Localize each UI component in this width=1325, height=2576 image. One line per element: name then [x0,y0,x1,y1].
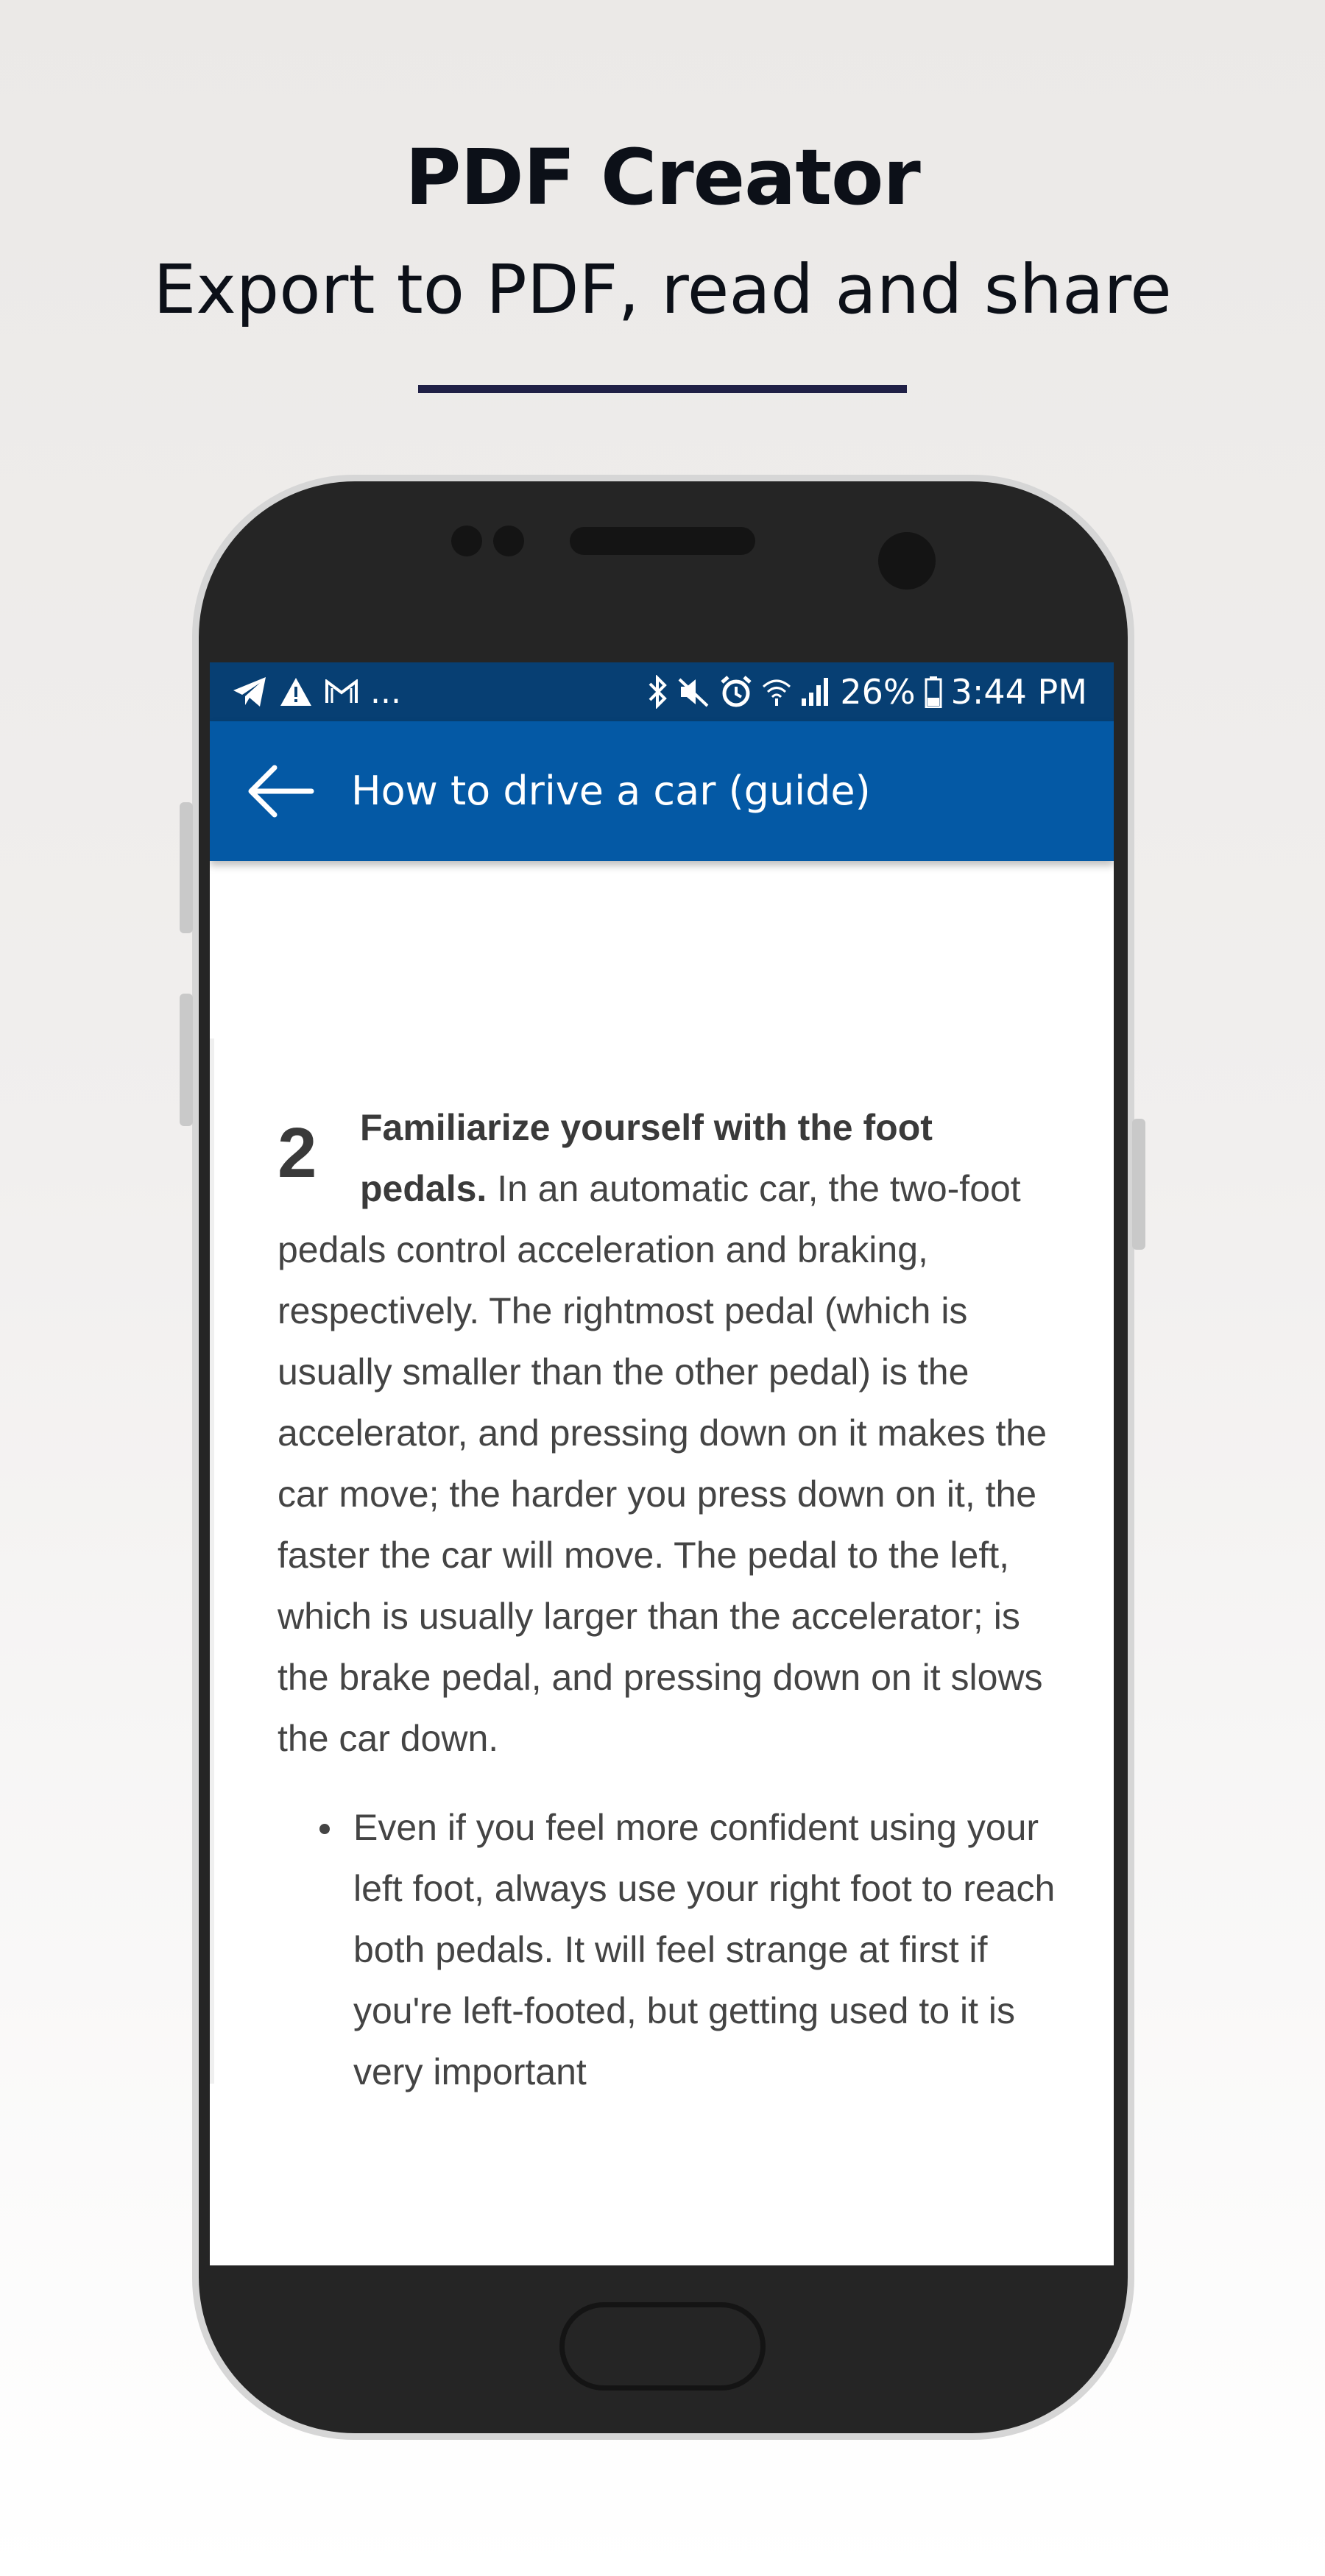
step-number: 2 [278,1114,317,1192]
telegram-icon [232,676,267,708]
list-item-text: Even if you feel more confident using your left foot, always use your right foot to reach both pedals. It will feel strange at first if you're left-footed, but getting used to it is very important [353,1807,1056,2092]
status-time: 3:44 PM [950,672,1087,712]
arrow-left-icon[interactable] [248,763,314,819]
gmail-icon [325,679,358,704]
bullet-dot [319,1824,330,1834]
app-bar [210,721,1114,861]
sensor-dot [493,526,524,556]
status-bar [210,662,1114,721]
promo-divider [418,385,907,393]
bluetooth-icon [647,675,668,709]
alarm-icon [719,675,753,709]
warning-icon [279,676,313,707]
phone-power-button [1132,1119,1145,1250]
step-paragraph [278,1097,1050,1769]
document-page[interactable] [210,1038,1114,2092]
status-right-icons [647,662,1087,721]
battery-percent: 26% [840,672,916,712]
tip-list [353,1797,1060,2103]
wifi-icon [762,676,791,707]
front-camera [878,532,936,590]
list-item [353,1797,1060,2103]
phone-volume-up-button [180,802,193,933]
sensor-dot [451,526,482,556]
mute-icon [676,675,710,709]
notification-overflow: ... [370,673,401,711]
step-body: In an automatic car, the two-foot pedals control acceleration and braking, respectively. The rightmost pedal (which is usually smaller than the other pedal) is the accelerator, and pressing down on it makes the car move; the harder you press down on it, the faster the car will move. The pedal to the left, which is usually larger than the accelerator; is the brake pedal, and pressing down on it slows the car down. [278,1168,1047,1759]
step-heading-end: pedals. [360,1168,487,1209]
step-heading: Familiarize yourself with the foot [360,1107,933,1148]
document-title: How to drive a car (guide) [351,768,871,814]
home-button[interactable] [559,2302,766,2391]
promo-subtitle: Export to PDF, read and share [153,250,1172,329]
promo-title: PDF Creator [405,132,920,222]
status-left-icons [232,662,401,721]
earpiece-speaker [570,527,755,555]
battery-icon [925,676,942,708]
phone-volume-down-button [180,994,193,1126]
signal-icon [800,676,831,707]
phone-screen [210,662,1114,2265]
